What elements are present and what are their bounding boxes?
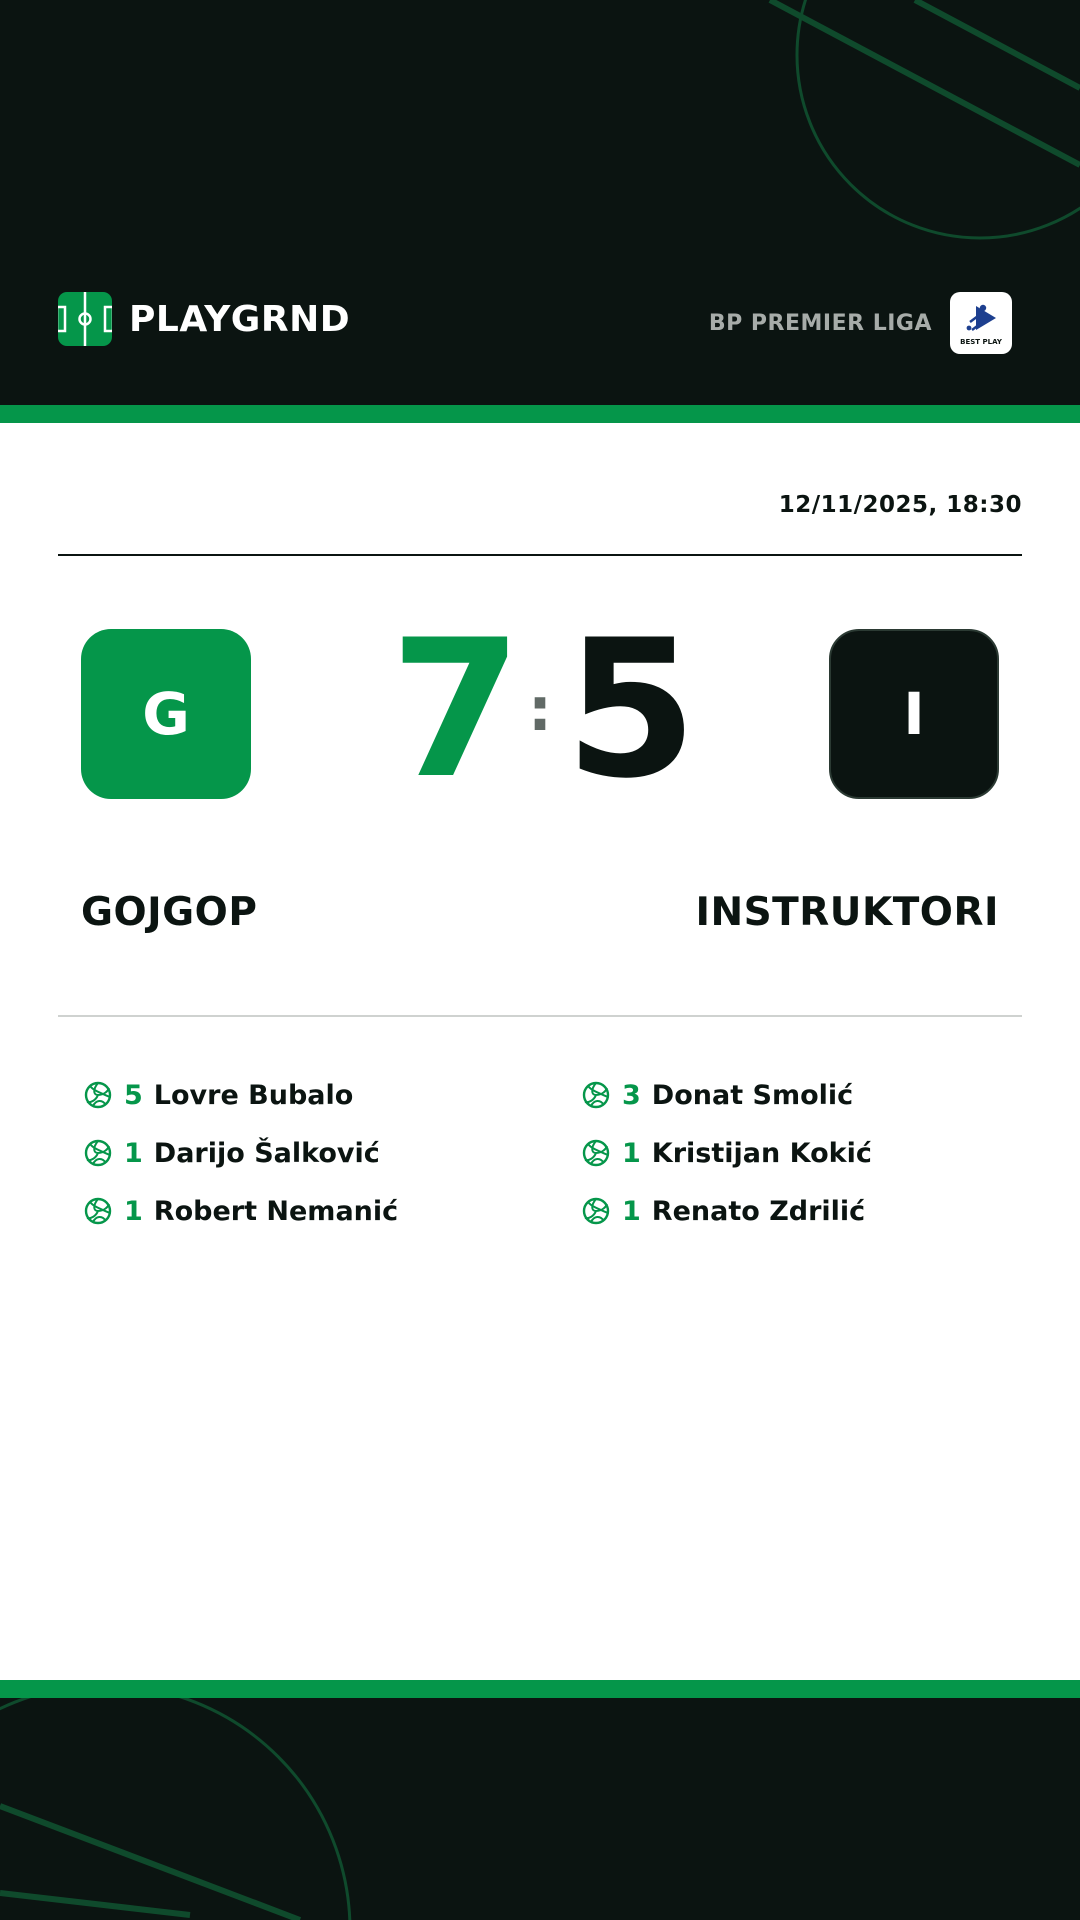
brand — [58, 292, 350, 346]
list-item — [84, 1124, 398, 1182]
score-separator: : — [528, 675, 552, 745]
goal-count: 3 — [622, 1079, 641, 1111]
away-score: 5 — [565, 599, 698, 820]
goal-count: 1 — [622, 1195, 641, 1227]
brand-name: PLAYGRND — [129, 298, 351, 340]
list-item — [582, 1066, 872, 1124]
player-name: Lovre Bubalo — [153, 1079, 354, 1111]
ball-icon — [84, 1139, 112, 1167]
goal-count: 5 — [124, 1079, 143, 1111]
header — [0, 0, 1080, 405]
ball-icon — [582, 1197, 610, 1225]
player-name: Darijo Šalković — [153, 1137, 380, 1169]
away-team-badge: I — [829, 629, 999, 799]
player-name: Renato Zdrilić — [651, 1195, 866, 1227]
league — [709, 292, 1012, 354]
goal-count: 1 — [124, 1195, 143, 1227]
goal-count: 1 — [124, 1137, 143, 1169]
league-badge — [950, 292, 1012, 354]
goal-count: 1 — [622, 1137, 641, 1169]
divider — [58, 554, 1022, 556]
home-scorers-list — [84, 1066, 398, 1240]
league-badge-text: BEST PLAY — [960, 338, 1002, 346]
ball-icon — [84, 1197, 112, 1225]
away-team-name: INSTRUKTORI — [695, 890, 999, 935]
player-name: Donat Smolić — [651, 1079, 854, 1111]
header-stripe — [0, 405, 1080, 423]
match-datetime: 12/11/2025, 18:30 — [778, 492, 1022, 518]
footer — [0, 1698, 1080, 1920]
player-name: Robert Nemanić — [153, 1195, 399, 1227]
pitch-decoration — [0, 1698, 1080, 1920]
home-team-badge: G — [81, 629, 251, 799]
list-item — [84, 1066, 398, 1124]
home-score: 7 — [390, 599, 523, 820]
ball-icon — [582, 1139, 610, 1167]
divider — [58, 1015, 1022, 1017]
league-name: BP PREMIER LIGA — [708, 310, 932, 336]
footer-stripe — [0, 1680, 1080, 1698]
football-pitch-icon — [58, 292, 112, 346]
player-name: Kristijan Kokić — [651, 1137, 872, 1169]
ball-icon — [84, 1081, 112, 1109]
list-item — [582, 1124, 872, 1182]
list-item — [84, 1182, 398, 1240]
list-item — [582, 1182, 872, 1240]
home-team-name: GOJGOP — [81, 890, 258, 935]
away-scorers-list — [582, 1066, 872, 1240]
ball-icon — [582, 1081, 610, 1109]
